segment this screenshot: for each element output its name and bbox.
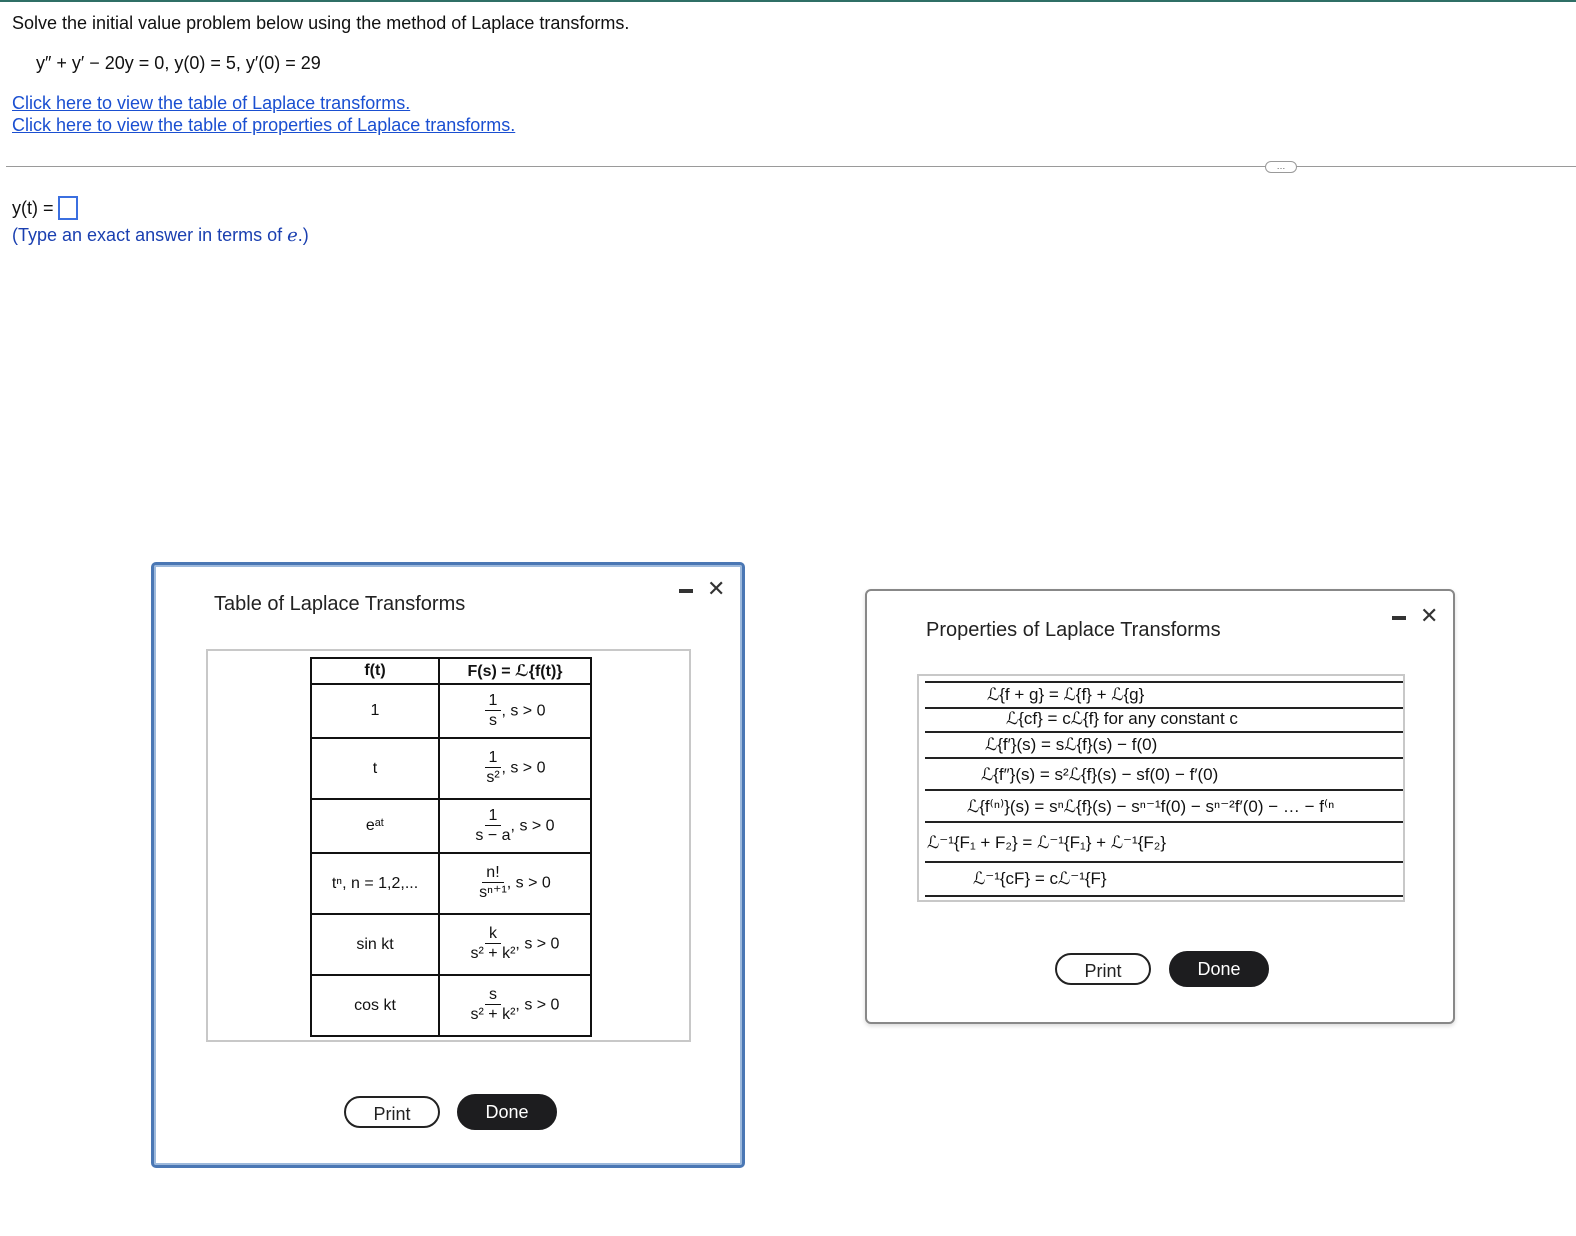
question-equation: y″ + y′ − 20y = 0, y(0) = 5, y′(0) = 29 xyxy=(36,53,321,73)
property-row xyxy=(925,863,1403,897)
question-instruction: Solve the initial value problem below using the method of Laplace transforms. xyxy=(12,13,630,33)
property-row xyxy=(925,759,1403,791)
frac-numerator: s xyxy=(485,986,501,1005)
answer-label: y(t) = xyxy=(12,197,54,218)
header-ft: f(t) xyxy=(311,658,439,684)
property-row xyxy=(925,733,1403,759)
frac-denominator: s − a xyxy=(475,826,511,844)
frac-denominator: s² + k² xyxy=(470,945,516,962)
laplace-properties-link[interactable]: Click here to view the table of properties of Laplace transforms. xyxy=(12,115,516,135)
frac-numerator: 1 xyxy=(485,807,502,826)
hint-variable: e xyxy=(287,225,298,246)
frac-denominator: sⁿ⁺¹ xyxy=(479,884,507,901)
property-text: ℒ{f′}(s) = sℒ{f}(s) − f(0) xyxy=(985,735,1158,754)
frac-numerator: 1 xyxy=(485,692,502,711)
laplace-table xyxy=(310,657,592,1037)
property-text: ℒ{f⁽ⁿ⁾}(s) = sⁿℒ{f}(s) − sⁿ⁻¹f(0) − sⁿ⁻²f′(0) − … − f⁽ⁿ xyxy=(967,797,1335,816)
cell-fs xyxy=(439,975,591,1036)
cell-fs xyxy=(439,853,591,914)
property-row xyxy=(925,681,1403,709)
frac-denominator: s² + k² xyxy=(470,1006,516,1023)
done-button[interactable]: Done xyxy=(1169,951,1269,987)
table-row xyxy=(311,914,591,975)
table-row xyxy=(311,799,591,853)
property-row xyxy=(925,707,1403,733)
cell-fs xyxy=(439,799,591,853)
done-button[interactable]: Done xyxy=(457,1094,557,1130)
property-text: ℒ{f + g} = ℒ{f} + ℒ{g} xyxy=(987,685,1145,704)
top-accent-line xyxy=(0,0,1576,2)
frac-numerator: k xyxy=(485,925,501,944)
answer-input[interactable] xyxy=(58,196,78,220)
laplace-table-window xyxy=(151,562,745,1168)
more-options-button[interactable]: … xyxy=(1265,161,1297,173)
table-header-row xyxy=(311,658,591,684)
header-fs: F(s) = ℒ{f(t)} xyxy=(439,658,591,684)
properties-frame xyxy=(917,674,1405,902)
frac-denominator: s² xyxy=(486,769,500,786)
section-divider xyxy=(6,166,1576,167)
property-text: ℒ⁻¹{F₁ + F₂} = ℒ⁻¹{F₁} + ℒ⁻¹{F₂} xyxy=(927,833,1167,852)
cell-ft: cos kt xyxy=(311,975,439,1036)
property-row xyxy=(925,823,1403,863)
frac-numerator: n! xyxy=(482,864,503,883)
close-icon[interactable]: ✕ xyxy=(1420,603,1439,628)
table-frame xyxy=(206,649,691,1042)
minimize-icon[interactable] xyxy=(1392,616,1406,620)
table-row xyxy=(311,738,591,799)
hint-prefix: (Type an exact answer in terms of xyxy=(12,225,288,245)
condition: , s > 0 xyxy=(501,759,546,777)
cell-fs xyxy=(439,738,591,799)
answer-hint xyxy=(12,225,309,246)
print-button[interactable]: Print xyxy=(344,1096,440,1128)
property-row xyxy=(925,791,1403,823)
cell-ft: 1 xyxy=(311,684,439,738)
minimize-icon[interactable] xyxy=(679,589,693,593)
close-icon[interactable]: ✕ xyxy=(707,576,726,601)
hint-suffix: .) xyxy=(297,225,309,245)
property-text: ℒ{cf} = cℒ{f} for any constant c xyxy=(1006,709,1238,728)
cell-ft: eᵃᵗ xyxy=(311,799,439,853)
cell-ft: t xyxy=(311,738,439,799)
condition: , s > 0 xyxy=(515,935,560,953)
frac-numerator: 1 xyxy=(485,749,502,768)
cell-ft: tⁿ, n = 1,2,... xyxy=(311,853,439,914)
print-button[interactable]: Print xyxy=(1055,953,1151,985)
cell-fs xyxy=(439,684,591,738)
condition: , s > 0 xyxy=(506,874,551,892)
condition: , s > 0 xyxy=(501,702,546,720)
table-row xyxy=(311,684,591,738)
laplace-properties-window xyxy=(865,589,1455,1024)
table-row xyxy=(311,975,591,1036)
window-title: Table of Laplace Transforms xyxy=(214,593,466,615)
cell-fs xyxy=(439,914,591,975)
frac-denominator: s xyxy=(488,711,497,729)
table-row xyxy=(311,853,591,914)
property-text: ℒ⁻¹{cF} = cℒ⁻¹{F} xyxy=(973,869,1107,888)
laplace-table-link[interactable]: Click here to view the table of Laplace transforms. xyxy=(12,93,411,113)
condition: , s > 0 xyxy=(515,996,560,1014)
window-title: Properties of Laplace Transforms xyxy=(926,619,1221,641)
property-text: ℒ{f″}(s) = s²ℒ{f}(s) − sf(0) − f′(0) xyxy=(981,765,1219,784)
condition: , s > 0 xyxy=(510,817,555,835)
cell-ft: sin kt xyxy=(311,914,439,975)
answer-row xyxy=(12,196,78,220)
